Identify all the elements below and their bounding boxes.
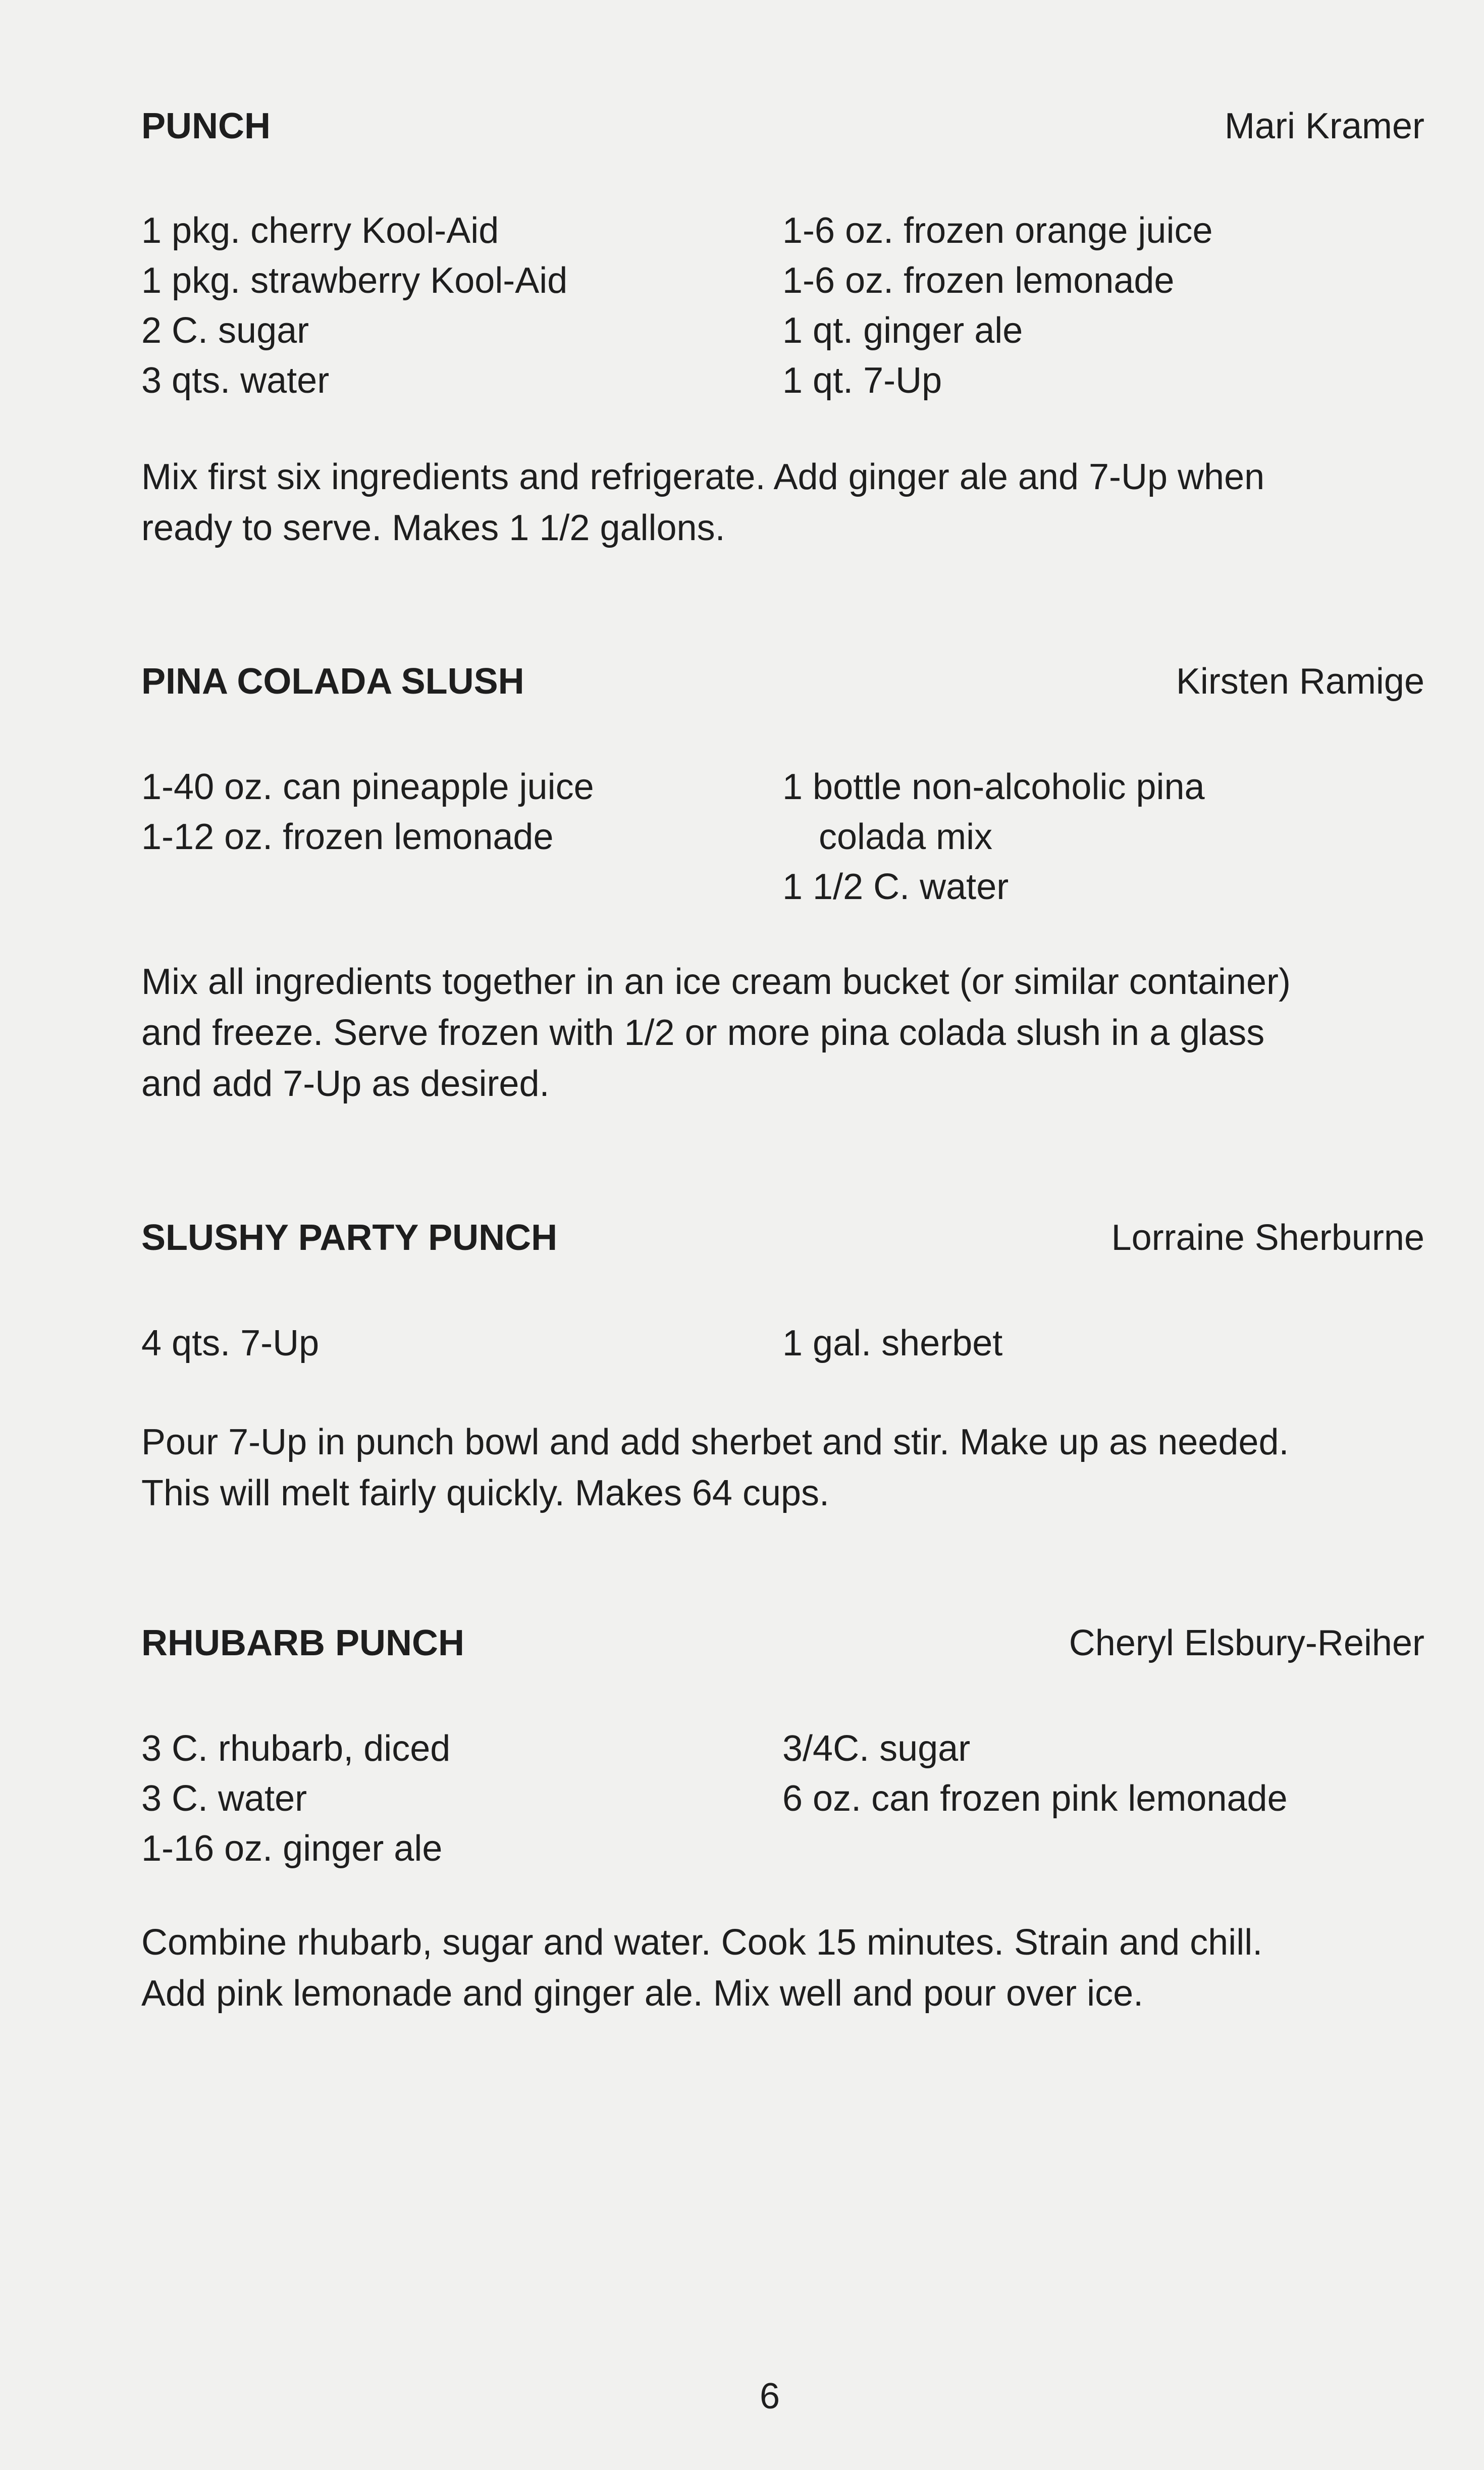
ingredient-column-right <box>782 206 1423 406</box>
recipe-title: SLUSHY PARTY PUNCH <box>141 1218 558 1258</box>
ingredient: 1-6 oz. frozen orange juice <box>782 211 1213 251</box>
recipe-author: Kirsten Ramige <box>1176 661 1424 702</box>
ingredient: 3 C. water <box>141 1778 307 1819</box>
instruction-line: Add pink lemonade and ginger ale. Mix well and pour over ice. <box>141 1973 1144 2014</box>
instruction-line: Combine rhubarb, sugar and water. Cook 15 minutes. Strain and chill. <box>141 1922 1263 1963</box>
recipe-author: Cheryl Elsbury-Reiher <box>1069 1623 1424 1663</box>
recipe-instructions <box>141 957 1423 1110</box>
instruction-line: Mix all ingredients together in an ice cream bucket (or similar container) <box>141 962 1291 1002</box>
ingredient-column-left <box>141 206 777 406</box>
ingredient-column-left <box>141 762 777 862</box>
recipe-pina-colada-slush <box>141 659 1424 1104</box>
recipe-title: PINA COLADA SLUSH <box>141 661 524 702</box>
recipe-punch <box>141 103 1424 548</box>
instruction-line: ready to serve. Makes 1 1/2 gallons. <box>141 508 725 548</box>
ingredient-column-left <box>141 1724 777 1874</box>
recipe-header <box>141 659 1423 704</box>
ingredient: 1-16 oz. ginger ale <box>141 1828 443 1869</box>
ingredient: 1 pkg. strawberry Kool-Aid <box>141 260 568 301</box>
recipe-header <box>141 1620 1423 1666</box>
ingredient: 1 pkg. cherry Kool-Aid <box>141 211 499 251</box>
ingredient-column-right <box>782 1724 1423 1824</box>
recipe-instructions <box>141 452 1423 554</box>
ingredient: 2 C. sugar <box>141 310 309 351</box>
ingredient-column-right <box>782 1319 1423 1369</box>
ingredient: 1-6 oz. frozen lemonade <box>782 260 1175 301</box>
ingredient: 1-40 oz. can pineapple juice <box>141 767 594 807</box>
ingredient: 1 bottle non-alcoholic pina <box>782 767 1205 807</box>
ingredient: 1 1/2 C. water <box>782 867 1009 907</box>
instruction-line: Mix first six ingredients and refrigerate. Add ginger ale and 7-Up when <box>141 457 1265 497</box>
ingredient: 3/4C. sugar <box>782 1728 971 1769</box>
ingredient: 6 oz. can frozen pink lemonade <box>782 1778 1288 1819</box>
recipe-instructions <box>141 1917 1423 2019</box>
recipe-author: Mari Kramer <box>1224 106 1424 146</box>
recipe-title: RHUBARB PUNCH <box>141 1623 464 1663</box>
recipe-header <box>141 103 1423 149</box>
recipe-rhubarb-punch <box>141 1620 1424 2014</box>
recipe-instructions <box>141 1417 1423 1519</box>
recipe-author: Lorraine Sherburne <box>1111 1218 1424 1258</box>
instruction-line: and add 7-Up as desired. <box>141 1064 550 1104</box>
ingredient-column-left <box>141 1319 777 1369</box>
ingredient: 1-12 oz. frozen lemonade <box>141 817 554 857</box>
ingredient: colada mix <box>819 817 993 857</box>
ingredient: 3 C. rhubarb, diced <box>141 1728 451 1769</box>
ingredient: 3 qts. water <box>141 360 330 401</box>
recipe-title: PUNCH <box>141 106 271 146</box>
ingredient: 1 gal. sherbet <box>782 1323 1003 1363</box>
instruction-line: This will melt fairly quickly. Makes 64 cups. <box>141 1473 830 1513</box>
ingredient: 4 qts. 7-Up <box>141 1323 320 1363</box>
instruction-line: and freeze. Serve frozen with 1/2 or more pina colada slush in a glass <box>141 1013 1265 1053</box>
ingredient: 1 qt. 7-Up <box>782 360 942 401</box>
instruction-line: Pour 7-Up in punch bowl and add sherbet and stir. Make up as needed. <box>141 1422 1289 1462</box>
page-number: 6 <box>760 2376 780 2416</box>
recipe-header <box>141 1215 1423 1260</box>
recipe-slushy-party-punch <box>141 1215 1424 1513</box>
ingredient: 1 qt. ginger ale <box>782 310 1023 351</box>
ingredient-column-right <box>782 762 1423 912</box>
